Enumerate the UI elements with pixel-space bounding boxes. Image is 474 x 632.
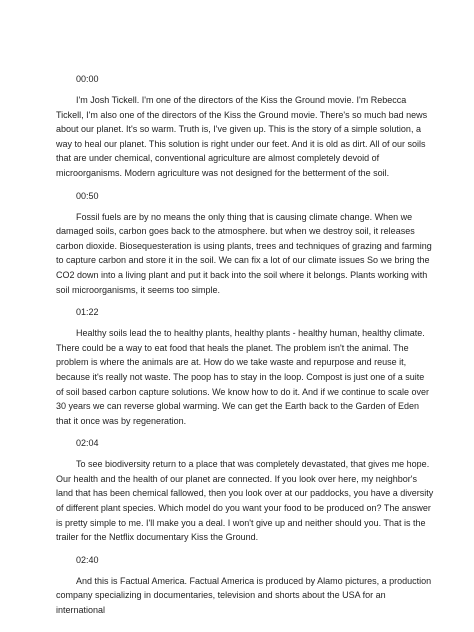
timestamp: 02:40	[76, 554, 99, 565]
transcript-paragraph: I'm Josh Tickell. I'm one of the directors of the Kiss the Ground movie. I'm Rebecca Tickell, I'm also one of the directors of the Kiss the Ground movie. There's so much bad news about our planet. It's so warm. Truth is, I've given up. This is the story of a simple solution, a way to heal our planet. This solution is right under our feet. And it is old as dirt. All of our soils that are under chemical, conventional agriculture are almost completely devoid of microorganisms. Modern agriculture was not designed for the betterment of the soil.	[56, 95, 428, 178]
transcript-paragraph: Fossil fuels are by no means the only thing that is causing climate change. When we damaged soils, carbon goes back to the atmosphere. but when we destroy soil, it releases carbon dioxide. Biosequesteration is using plants, trees and techniques of grazing and farming to capture carbon and store it in the soil. We can fix a lot of our climate issues So we bring the CO2 down into a living plant and put it back into the soil where it belongs. Plants working with soil microorganisms, it seems too simple.	[56, 211, 432, 295]
transcript-section	[56, 306, 434, 428]
timestamp: 01:22	[76, 307, 99, 318]
timestamp: 02:04	[76, 438, 99, 449]
transcript-paragraph: And this is Factual America. Factual America is produced by Alamo pictures, a production company specializing in documentaries, television and shorts about the USA for an international	[56, 575, 432, 616]
transcript-body	[56, 73, 434, 627]
timestamp: 00:00	[76, 74, 99, 84]
transcript-section	[56, 190, 434, 298]
transcript-paragraph: Healthy soils lead the to healthy plants, healthy plants - healthy human, healthy climate. There could be a way to eat food that heals the planet. The problem isn't the animal. The problem is where the animals are at. How do we take waste and repurpose and reuse it, because it's really not waste. The poop has to stay in the loop. Compost is just one of a suite of soil based carbon capture solutions. We know how to do it. And if we continue to scale over 30 years we can reverse global warming. We can get the Earth back to the Garden of Eden that it once was by regeneration.	[56, 328, 430, 426]
transcript-section	[56, 554, 434, 618]
timestamp: 00:50	[76, 190, 99, 201]
transcript-paragraph: To see biodiversity return to a place that was completely devastated, that gives me hope. Our health and the health of our planet are connected. If you look over here, my neighbor's land that has been chemical fallowed, then you look over at our paddocks, you have a diversity of different plant species. Which model do you want your food to be produced on? The answer is pretty simple to me. I'll make you a deal. I won't give up and neither should you. That is the trailer for the Netflix documentary Kiss the Ground.	[56, 459, 434, 543]
transcript-section	[56, 73, 434, 181]
transcript-section	[56, 437, 434, 545]
